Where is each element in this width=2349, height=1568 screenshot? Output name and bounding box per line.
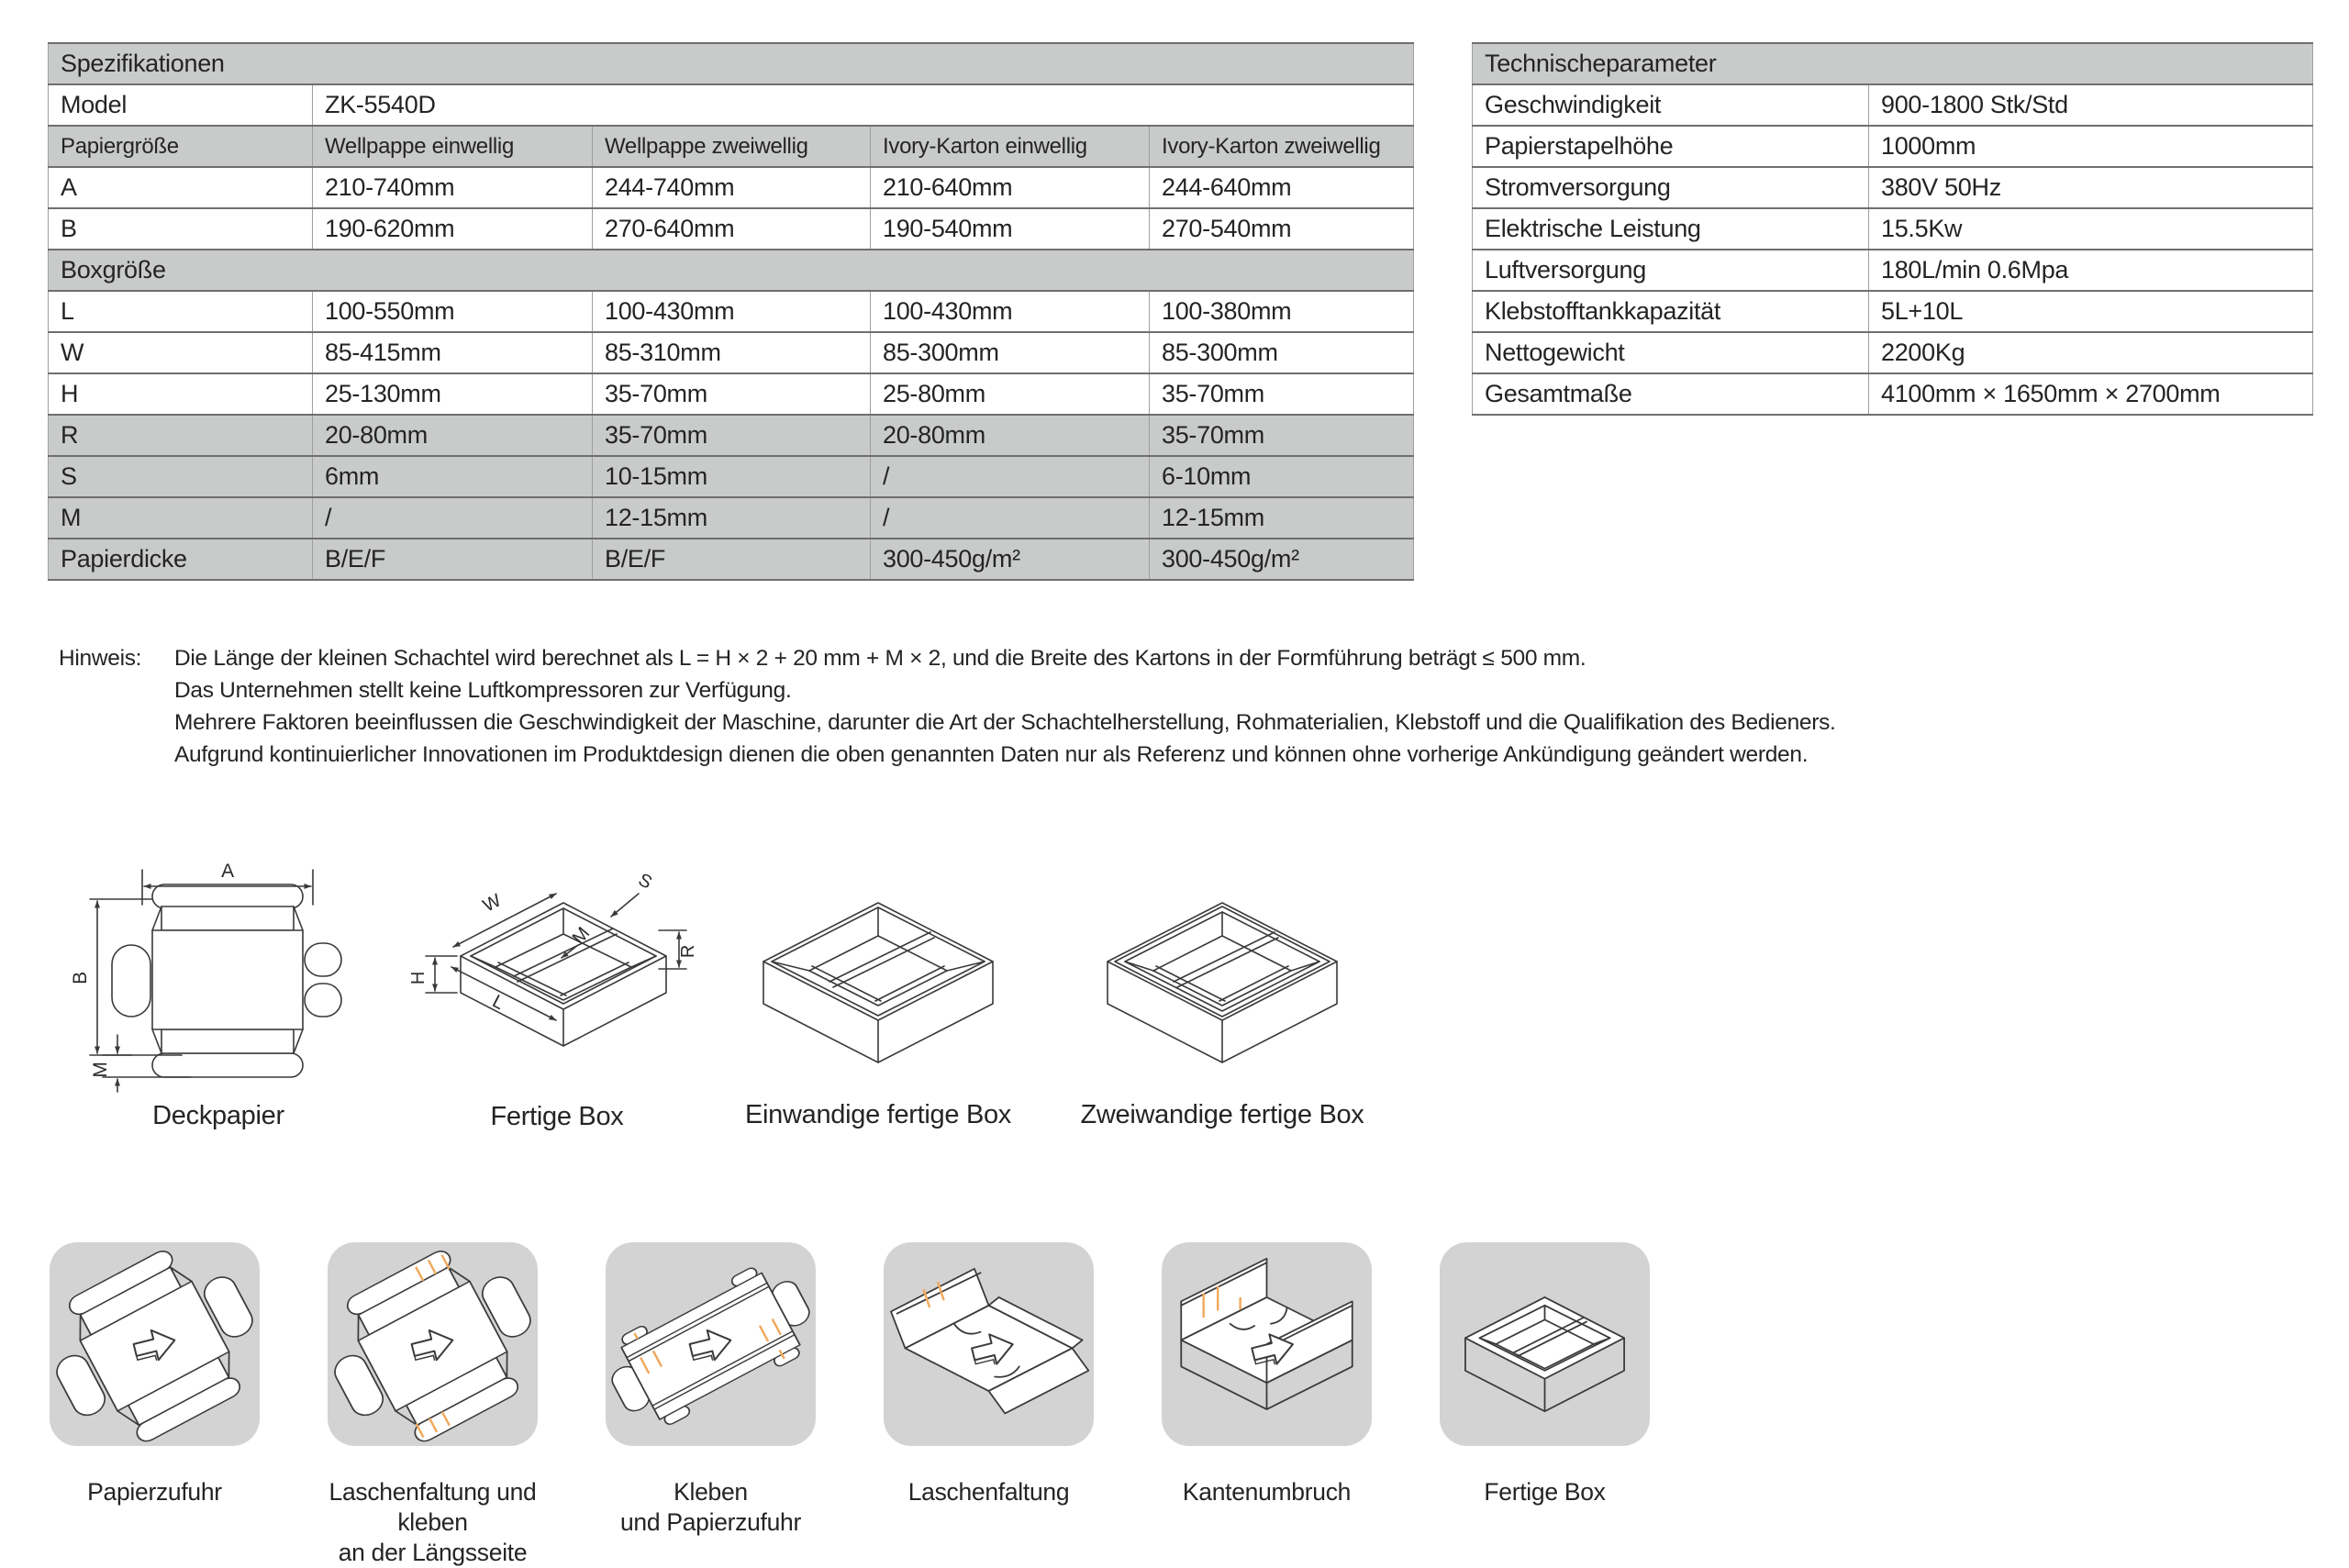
dimension-label: B — [70, 972, 91, 984]
table-row — [1473, 373, 2313, 415]
step-label-line: Fertige Box — [1484, 1478, 1606, 1506]
table-row — [49, 167, 1414, 208]
row-value: B/E/F — [593, 539, 871, 580]
row-value: 35-70mm — [593, 415, 871, 456]
row-value: 210-640mm — [871, 167, 1150, 208]
row-value: 210-740mm — [313, 167, 593, 208]
process-step-tile — [884, 1242, 1094, 1446]
row-value: 100-380mm — [1150, 291, 1414, 332]
dimension-label: S — [634, 869, 655, 894]
parameter-value: 380V 50Hz — [1869, 167, 2313, 208]
glue-and-paper-feed-icon — [606, 1242, 816, 1446]
diagram-cover-paper-blank — [44, 859, 393, 1131]
parameter-label: Nettogewicht — [1473, 332, 1869, 373]
row-value: 190-620mm — [313, 208, 593, 250]
model-label: Model — [49, 84, 313, 126]
step-label-line: Laschenfaltung und kleben — [328, 1478, 537, 1536]
row-value: / — [871, 497, 1150, 539]
diagram-single-wall-finished-box — [727, 859, 1030, 1130]
flap-fold-glue-long-side-icon — [328, 1242, 538, 1446]
parameter-label: Elektrische Leistung — [1473, 208, 1869, 250]
note-line: Mehrere Faktoren beeinflussen die Geschwindigkeit der Maschine, darunter die Art der Schachtelherstellung, Rohmaterialien, Klebstoff und die Qualifikation des Bedieners. — [174, 710, 1836, 735]
row-value: 20-80mm — [313, 415, 593, 456]
row-value: 35-70mm — [593, 373, 871, 415]
row-value: 35-70mm — [1150, 415, 1414, 456]
column-header: Ivory-Karton einwellig — [871, 126, 1150, 167]
parameter-label: Gesamtmaße — [1473, 373, 1869, 415]
row-value: 100-430mm — [593, 291, 871, 332]
row-value: 6mm — [313, 456, 593, 497]
row-value: 300-450g/m² — [871, 539, 1150, 580]
row-value: 12-15mm — [593, 497, 871, 539]
parameter-value: 5L+10L — [1869, 291, 2313, 332]
row-label: R — [49, 415, 313, 456]
row-value: / — [313, 497, 593, 539]
row-label: H — [49, 373, 313, 415]
model-value: ZK-5540D — [313, 84, 1414, 126]
row-value: 85-300mm — [871, 332, 1150, 373]
process-step-tile — [328, 1242, 538, 1446]
note-lines — [174, 642, 1836, 771]
column-header: Papiergröße — [49, 126, 313, 167]
table-row — [1473, 84, 2313, 126]
table-row — [49, 456, 1414, 497]
parameter-label: Stromversorgung — [1473, 167, 1869, 208]
diagram-finished-box-dimensions — [406, 859, 708, 1132]
parameter-value: 1000mm — [1869, 126, 2313, 167]
parameter-label: Klebstofftankkapazität — [1473, 291, 1869, 332]
row-value: 244-640mm — [1150, 167, 1414, 208]
row-value: 20-80mm — [871, 415, 1150, 456]
diagram-label: Deckpapier — [152, 1101, 284, 1130]
parameter-value: 2200Kg — [1869, 332, 2313, 373]
row-label: B — [49, 208, 313, 250]
step-label-line: Laschenfaltung — [907, 1478, 1070, 1506]
table-row — [49, 497, 1414, 539]
parameter-label: Luftversorgung — [1473, 250, 1869, 291]
process-step-tile — [1162, 1242, 1372, 1446]
row-value: 100-430mm — [871, 291, 1150, 332]
table-row — [1473, 291, 2313, 332]
dimension-label: M — [90, 1062, 111, 1078]
table-row — [1473, 167, 2313, 208]
row-value: 25-80mm — [871, 373, 1150, 415]
tech-table-title: Technischeparameter — [1473, 43, 2313, 84]
step-label-line: Kleben — [674, 1478, 748, 1506]
row-value: 35-70mm — [1150, 373, 1414, 415]
dimension-label: H — [408, 971, 429, 985]
diagram-double-wall-finished-box — [1057, 859, 1387, 1130]
step-label-line: und Papierzufuhr — [619, 1508, 802, 1536]
box-size-title-row — [49, 250, 1414, 291]
spec-header-row — [49, 126, 1414, 167]
column-header: Ivory-Karton zweiwellig — [1150, 126, 1414, 167]
table-row — [49, 373, 1414, 415]
flap-folding-icon — [884, 1242, 1094, 1446]
spec-title-row — [49, 43, 1414, 84]
note-line: Die Länge der kleinen Schachtel wird berechnet als L = H × 2 + 20 mm + M × 2, und die Breite des Kartons in der Formführung beträgt ≤ 500 mm. — [174, 646, 1586, 671]
column-header: Wellpappe zweiwellig — [593, 126, 871, 167]
process-step-tile — [50, 1242, 260, 1446]
table-row — [1473, 208, 2313, 250]
note-block — [59, 642, 1836, 771]
table-row — [49, 415, 1414, 456]
spec-model-row — [49, 84, 1414, 126]
dimension-label: M — [568, 923, 595, 949]
row-value: 100-550mm — [313, 291, 593, 332]
table-row — [49, 332, 1414, 373]
row-value: 85-415mm — [313, 332, 593, 373]
row-value: 244-740mm — [593, 167, 871, 208]
finished-box-icon — [1440, 1242, 1650, 1446]
diagram-label: Einwandige fertige Box — [744, 1100, 1012, 1129]
row-value: 270-540mm — [1150, 208, 1414, 250]
table-row — [49, 208, 1414, 250]
row-label: W — [49, 332, 313, 373]
column-header: Wellpappe einwellig — [313, 126, 593, 167]
paper-feed-icon — [50, 1242, 260, 1446]
row-label: S — [49, 456, 313, 497]
table-row — [49, 291, 1414, 332]
cover-paper-drawing — [44, 859, 393, 1093]
technical-parameters-table — [1472, 42, 2313, 416]
parameter-value: 15.5Kw — [1869, 208, 2313, 250]
step-label — [851, 1477, 1127, 1507]
dimension-label: R — [678, 944, 698, 959]
step-label-line: Kantenumbruch — [1182, 1478, 1352, 1506]
dimension-label: L — [488, 991, 507, 1014]
row-label: Papierdicke — [49, 539, 313, 580]
row-value: 10-15mm — [593, 456, 871, 497]
parameter-label: Geschwindigkeit — [1473, 84, 1869, 126]
table-row — [1473, 332, 2313, 373]
parameter-value: 180L/min 0.6Mpa — [1869, 250, 2313, 291]
row-value: 12-15mm — [1150, 497, 1414, 539]
tech-title-row — [1473, 43, 2313, 84]
parameter-value: 900-1800 Stk/Std — [1869, 84, 2313, 126]
row-value: 190-540mm — [871, 208, 1150, 250]
dimension-label: W — [479, 890, 505, 917]
row-value: 300-450g/m² — [1150, 539, 1414, 580]
row-label: A — [49, 167, 313, 208]
table-row — [1473, 250, 2313, 291]
parameter-label: Papierstapelhöhe — [1473, 126, 1869, 167]
step-label — [1407, 1477, 1683, 1507]
row-value: 85-310mm — [593, 332, 871, 373]
parameter-value: 4100mm × 1650mm × 2700mm — [1869, 373, 2313, 415]
diagram-label: Zweiwandige fertige Box — [1080, 1100, 1364, 1129]
table-row — [49, 539, 1414, 580]
table-row — [1473, 126, 2313, 167]
row-value: 85-300mm — [1150, 332, 1414, 373]
row-value: 6-10mm — [1150, 456, 1414, 497]
step-label — [295, 1477, 571, 1568]
row-label: M — [49, 497, 313, 539]
row-value: / — [871, 456, 1150, 497]
section-title: Boxgröße — [49, 250, 1414, 291]
note-line: Aufgrund kontinuierlicher Innovationen im Produktdesign dienen die oben genannten Daten nur als Referenz und können ohne vorherige Ankündigung geändert werden. — [174, 742, 1809, 767]
row-value: 270-640mm — [593, 208, 871, 250]
note-line: Das Unternehmen stellt keine Luftkompressoren zur Verfügung. — [174, 678, 792, 703]
step-label-line: Papierzufuhr — [87, 1478, 222, 1506]
process-step-tile — [1440, 1242, 1650, 1446]
finished-box-drawing — [727, 872, 1030, 1092]
dimension-label: A — [221, 861, 234, 882]
note-label: Hinweis: — [59, 646, 142, 671]
specifications-table — [48, 42, 1414, 581]
step-label-line: an der Längsseite — [338, 1539, 528, 1566]
edge-folding-icon — [1162, 1242, 1372, 1446]
process-step-tile — [606, 1242, 816, 1446]
step-label — [1129, 1477, 1405, 1507]
finished-box-drawing — [406, 866, 708, 1094]
row-value: 25-130mm — [313, 373, 593, 415]
diagram-label: Fertige Box — [490, 1102, 624, 1131]
spec-table-title: Spezifikationen — [49, 43, 1414, 84]
step-label — [573, 1477, 849, 1538]
step-label — [17, 1477, 293, 1507]
row-value: B/E/F — [313, 539, 593, 580]
finished-box-drawing — [1071, 872, 1374, 1092]
row-label: L — [49, 291, 313, 332]
